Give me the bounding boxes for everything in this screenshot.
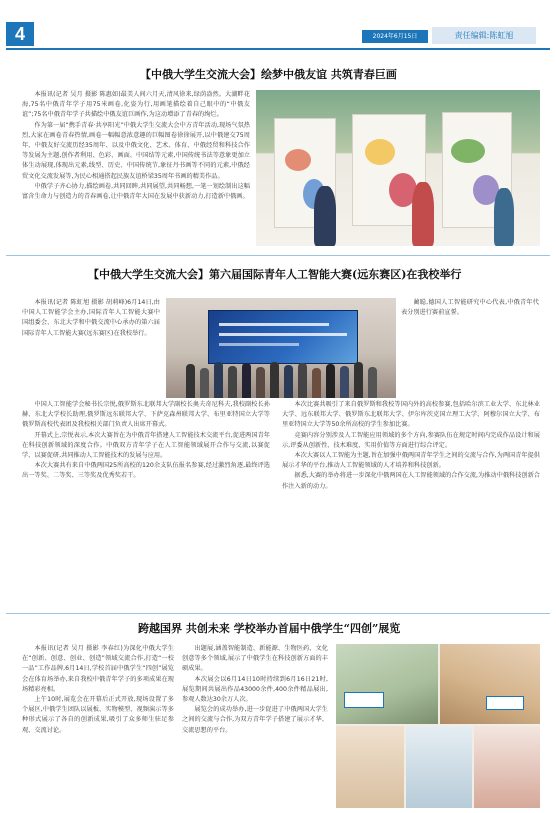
section2-body-left	[22, 400, 270, 612]
section2-paragraph: 开幕式上,宗悦表示,本次大赛旨在为中俄青年搭建人工智能技术交流平台,促进两国青年在科技创新领域的深度合作。中俄双方青年学子在人工智能领域展开合作与交流,以赛促学、以赛促研,共同推动人工智能技术的发展与应用。	[22, 431, 270, 460]
section2-paragraph: 蔺聪,德国人工智能研究中心代表,中俄青年代表分别进行赛前宣誓。	[401, 299, 539, 317]
page-number: 4	[6, 22, 34, 46]
section1-paragraph: 本报讯(记者 吴月 摄影 陈惠如)最美人间六月天,清风徐来,绿荫盎然。大湖畔花海,75名中俄青年学子用75米画卷,化姿为行,用画笔描绘着自己眼中的“中俄友谊”;75名中俄青年学子共描绘中俄友谊巨画作,为这动增添了青春的绚烂。	[22, 91, 250, 119]
section2-paragraph: 据悉,大赛的举办将进一步深化中俄两国在人工智能领域的合作交流,为推动中俄科技创新合作注入新的动力。	[282, 472, 540, 490]
section2-paragraph: 本次比赛共吸引了来自俄罗斯和我校等国内外的高校参赛,包括哈尔滨工业大学、东北林业大学、远东联邦大学、俄罗斯东北联邦大学、伊尔库茨克国立理工大学、阿穆尔国立大学、布里亚特国立大学等50余所高校的学生参加比赛。	[282, 401, 540, 429]
section3-paragraph: 出题展,涵盖智能制造、新能源、生物医药、文化创意等多个领域,展示了中俄学生在科技创新方面的丰硕成果。	[182, 645, 328, 673]
contest-banner	[208, 310, 358, 364]
section2-paragraph: 本次大赛以人工智能为主题,旨在加强中俄两国青年学生之间的交流与合作,为两国青年提供展示才华的平台,推动人工智能领域的人才培养和科技创新。	[282, 452, 540, 470]
header-rule	[6, 48, 550, 50]
section1-paragraph: 作为第一届“携手青春·共享阳光”中俄大学生交流大会中方青年活动,现场气氛热烈,大家在画卷青春热情,画卷一幅幅意浓意趣的巨幅图卷徐徐展开,以中俄建交75周年、中俄友好交流历经35周年、以及中俄文化、艺术、体育、中俄经贸和科技合作等发展为主题,创作者利用、色彩、画面、中国结等元素,中国传统书法等意象更加立体生动展现,体现出元素,线型、历史、中国传统节,象征丹书画等不同的元素,中俄经贸文化交流发展等,为民心相通搭起民族友谊桥梁35周年书画的精美作品。	[22, 121, 250, 180]
editor-credit: 责任编辑:陈虹旭	[432, 27, 536, 44]
painter-figure	[494, 188, 514, 246]
section3-paragraph: 本报讯(记者 吴月 摄影 李春红)为深化中俄大学生在“创新、创意、创业、创造”领域交流合作,打造“一校一品”工作品牌,6月14日,学校首届中俄学生“四创”展览会在体育场举办,来自我校中俄青年学子的多项成果在现场精彩亮相。	[22, 645, 174, 693]
collage-photo	[406, 726, 472, 808]
collage-photo	[336, 726, 404, 808]
section2-paragraph: 中国人工智能学会秘书长宗悦,俄罗斯东北联邦大学副校长奥夫奇尼科夫,我校副校长孙赫、东北大学校长助理,俄罗斯远东联邦大学、下萨克森州联邦大学、布里亚特国立大学等俄罗斯高校代表团及我校相关部门负责人出席开幕式。	[22, 401, 270, 429]
section3-body-left	[22, 644, 174, 808]
collage-photo	[440, 644, 540, 724]
exhibit-sign	[344, 692, 384, 708]
section3-body-middle	[182, 644, 328, 808]
section2-lead	[22, 298, 160, 398]
section1-paragraph: 中俄学子齐心协力,描绘画卷,共同回眸,共同展望,共同畅想,一笔一划绘制出这幅富含生命力与创造力的青春画卷,让中俄青年大国在发展中获新动力,打造新中俄画。	[22, 182, 250, 201]
section2-paragraph: 竞赛内容分别涉及人工智能应用领域的多个方向,参赛队伍在规定时间内完成作品设计和展示,评委从创新性、技术难度、实用价值等方面进行综合评定。	[282, 431, 540, 449]
section2-headline: 【中俄大学生交流大会】第六届国际青年人工智能大赛(远东赛区)在我校举行	[88, 268, 462, 281]
ai-contest-photo	[166, 298, 396, 398]
section2-paragraph: 本次大赛共有来自中俄两国25所高校的120余支队伍报名参赛,经过激烈角逐,最终评选出一等奖、二等奖、三等奖及优秀奖若干。	[22, 462, 270, 480]
collage-photo	[336, 644, 438, 724]
section1-headline: 【中俄大学生交流大会】绘梦中俄友谊 共筑青春巨画	[140, 68, 397, 81]
section2-body-right	[282, 400, 540, 612]
exhibit-sign	[486, 696, 524, 710]
section3-paragraph: 本次展会以6月14日10时持续到6月16日21时,展览期间共展出作品43000余件,400余件精品展出,参观人数达30余万人次。	[182, 675, 328, 704]
painter-figure	[412, 182, 434, 246]
section2-side-text	[401, 298, 539, 398]
section-divider	[6, 255, 550, 256]
painting-event-photo	[256, 90, 540, 246]
painter-figure	[314, 186, 336, 246]
section3-paragraph: 上午10时,展览会在开幕后正式开放,现场设置了多个展区,中俄学生团队以展板、实物模型、视频演示等多种形式展示了各自的创新成果,吸引了众多师生驻足参观、交流讨论。	[22, 696, 174, 734]
collage-photo	[474, 726, 540, 808]
section3-headline: 跨越国界 共创未来 学校举办首届中俄学生“四创”展览	[138, 622, 401, 635]
section-divider	[6, 613, 550, 614]
section1-body	[22, 90, 250, 250]
section3-paragraph: 展览会的成功举办,进一步促进了中俄两国大学生之间的交流与合作,为双方青年学子搭建了展示才华、交流思想的平台。	[182, 706, 328, 734]
exhibition-photo-collage	[336, 644, 540, 808]
section2-paragraph: 本报讯(记者 陈虹旭 摄影 胡莉峰)6月14日,由中国人工智能学会主办,国际青年人工智能大赛中国组委会、东北大学和中俄交流中心承办的第六届国际青年人工智能大赛(远东赛区)在我校举行。	[22, 299, 160, 337]
issue-date: 2024年6月15日	[362, 30, 428, 43]
